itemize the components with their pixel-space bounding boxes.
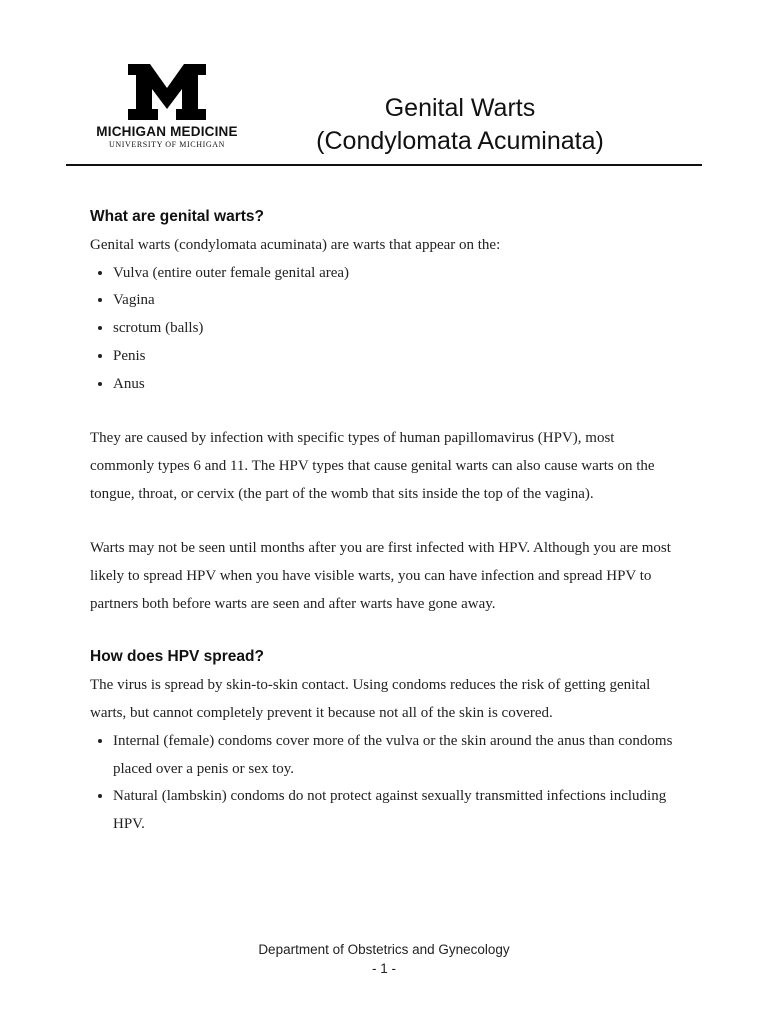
logo-subtitle: UNIVERSITY OF MICHIGAN (108, 140, 225, 149)
section-intro: Genital warts (condylomata acuminata) are warts that appear on the: (90, 237, 501, 253)
document-body (90, 204, 680, 839)
list-item: • Vagina (113, 287, 680, 315)
body-parts-list (90, 260, 680, 399)
block-m-icon (128, 64, 206, 120)
paragraph-timing: Warts may not be seen until months after you are first infected with HPV. Although you are most likely to spread HPV when you have visible warts, you can have infection and spread HPV to partners both before warts are seen and after warts have gone away. (90, 540, 671, 612)
section-heading: What are genital warts? (90, 208, 264, 225)
title-line-1: Genital Warts (384, 94, 536, 122)
header-divider (66, 164, 702, 166)
footer-department: Department of Obstetrics and Gynecology (258, 942, 510, 957)
section-heading: How does HPV spread? (90, 648, 264, 666)
paragraph-cause: They are caused by infection with specific types of human papillomavirus (HPV), most commonly types 6 and 11. The HPV types that cause genital warts can also cause warts on the tongue, throat, or cervix (the part of the womb that sits inside the top of the vagina). (90, 430, 655, 502)
list-item: • scrotum (balls) (113, 315, 680, 343)
page-title (270, 92, 650, 158)
list-item: • Penis (113, 343, 680, 371)
list-item: • Vulva (entire outer female genital area) (113, 260, 680, 288)
michigan-medicine-logo (96, 64, 238, 149)
page-number: - 1 - (371, 961, 396, 976)
title-line-2: (Condylomata Acuminata) (316, 127, 604, 155)
section-intro: The virus is spread by skin-to-skin contact. Using condoms reduces the risk of getting genital warts, but cannot completely prevent it because not all of the skin is covered. (90, 677, 651, 722)
list-item: • Natural (lambskin) condoms do not protect against sexually transmitted infections including HPV. (113, 783, 680, 838)
page-footer (0, 940, 768, 978)
list-item: • Anus (113, 371, 680, 399)
logo-name: MICHIGAN MEDICINE (96, 124, 238, 139)
list-item: • Internal (female) condoms cover more of the vulva or the skin around the anus than condoms placed over a penis or sex toy. (113, 728, 680, 783)
condom-facts-list (90, 728, 680, 839)
